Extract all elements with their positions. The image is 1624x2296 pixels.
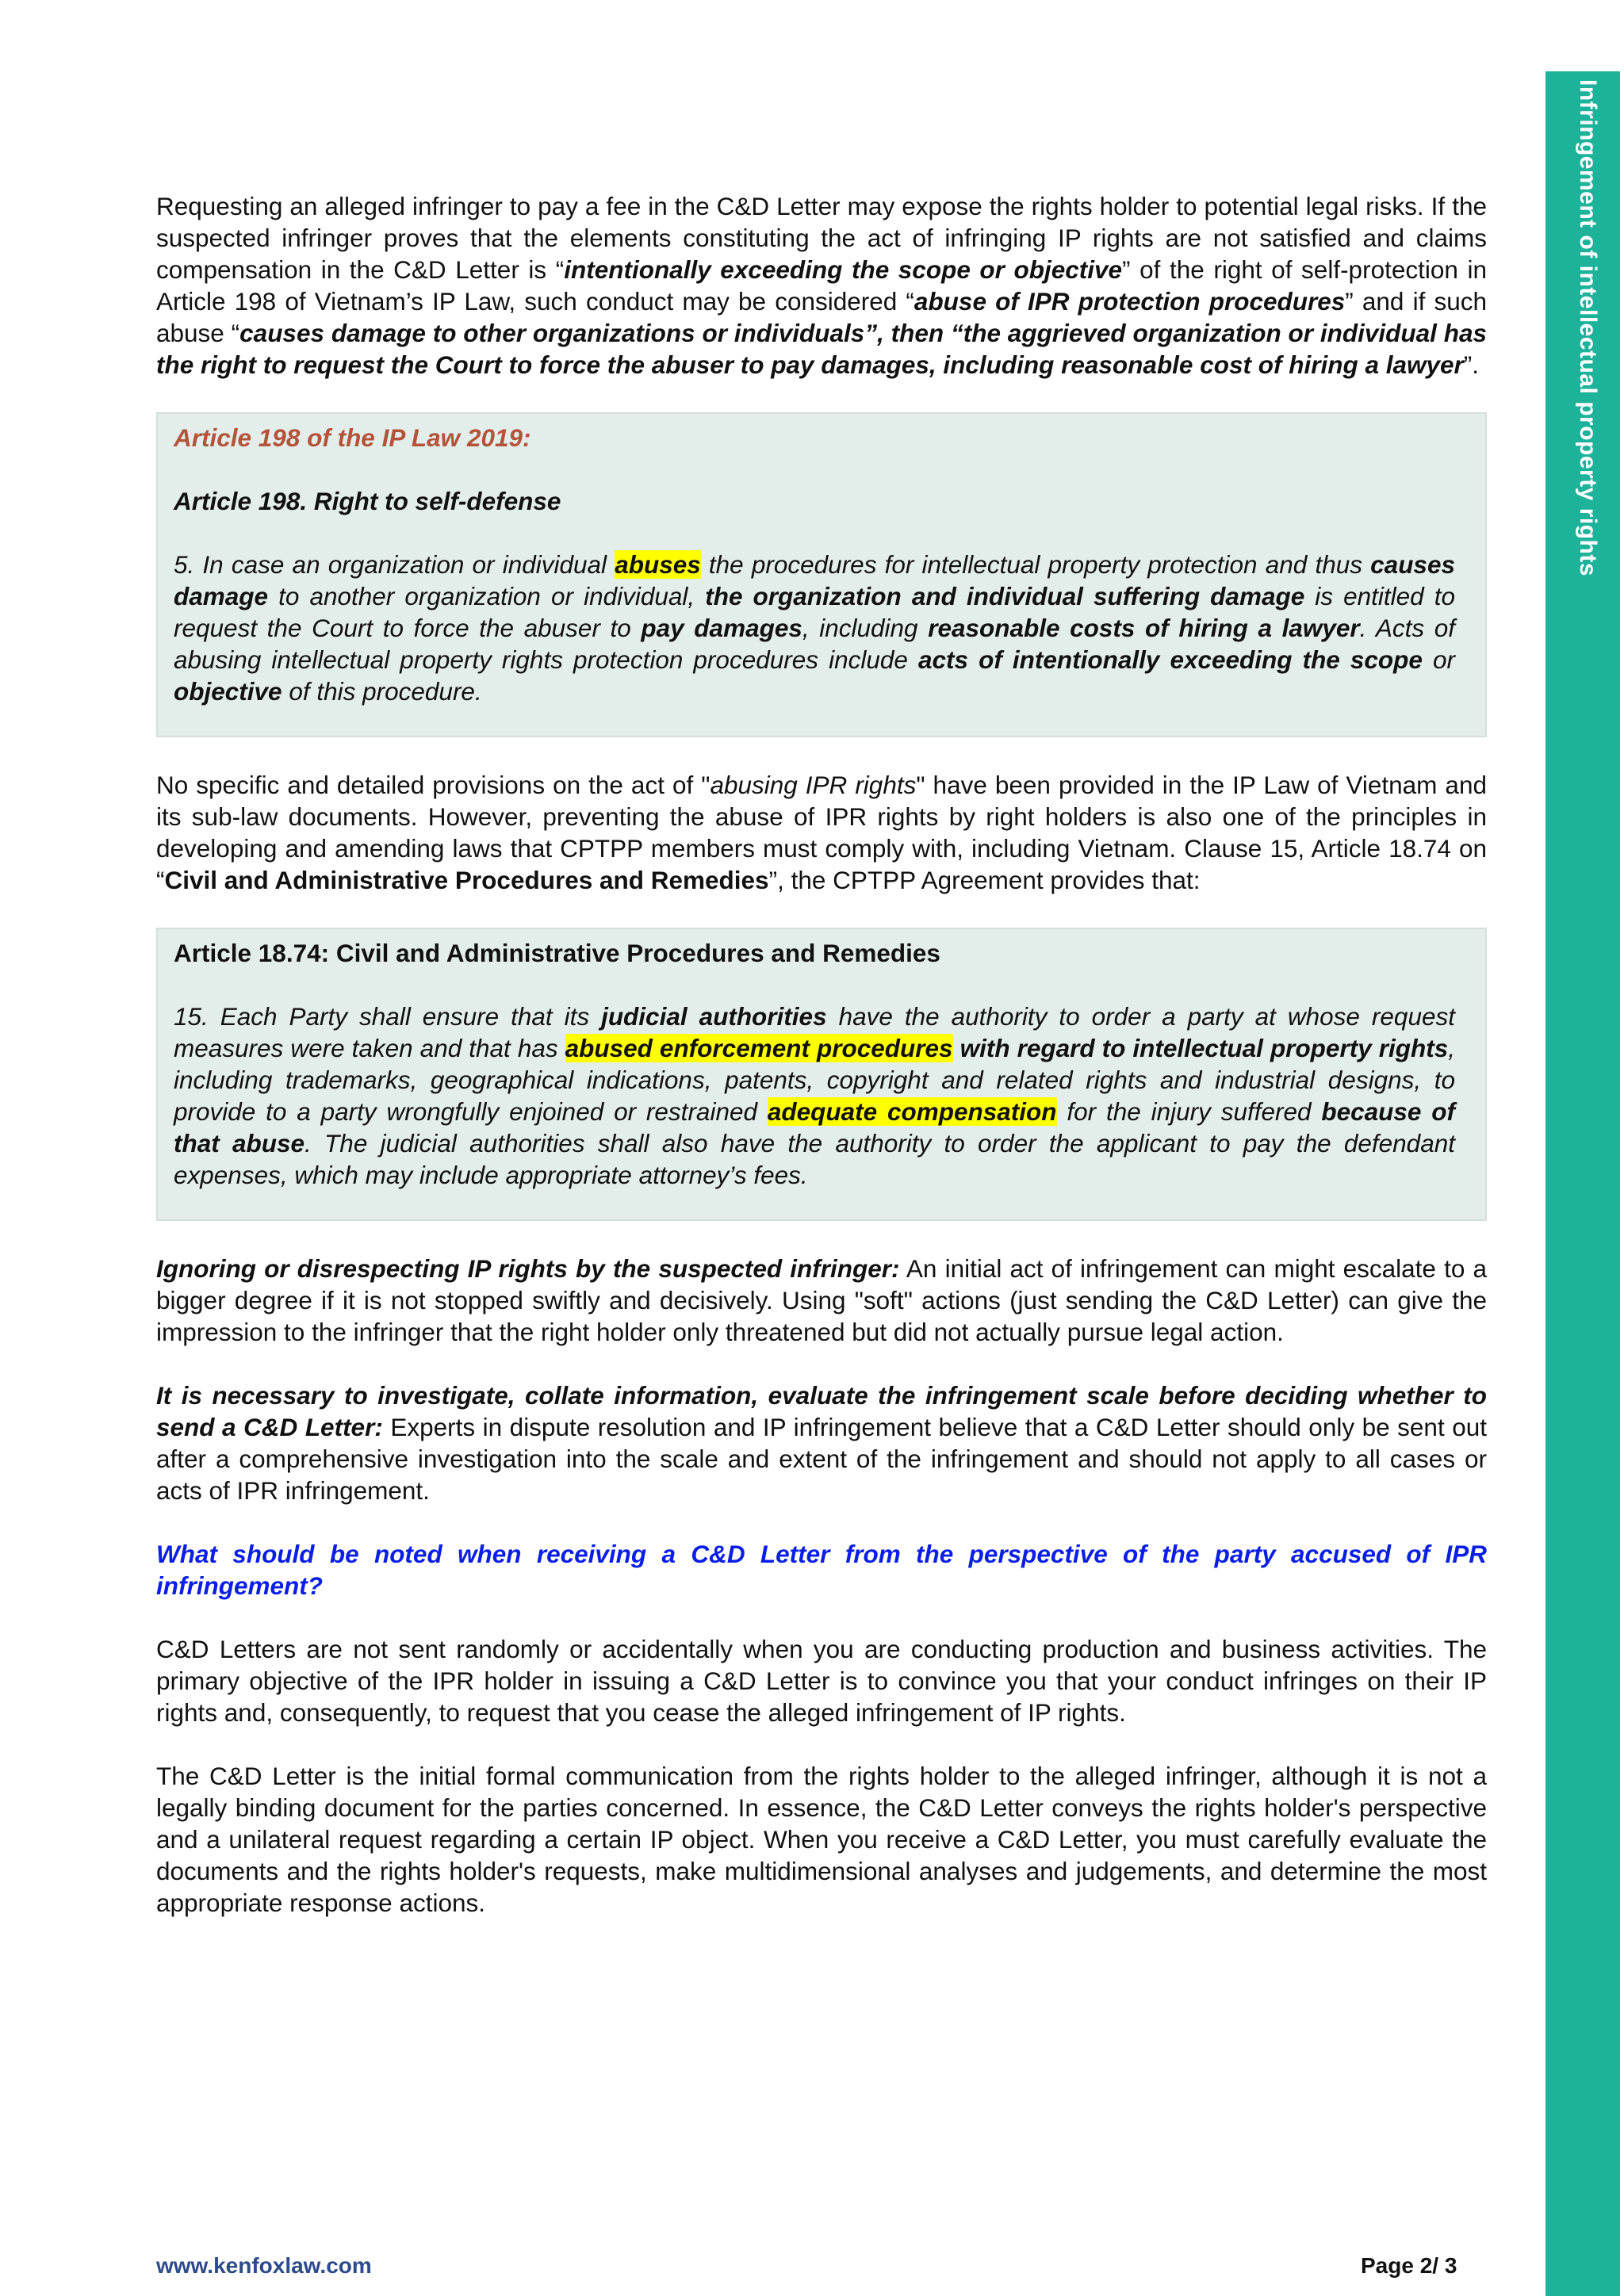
paragraph-investigate: It is necessary to investigate, collate information, evaluate the infringement scale before deciding whether to send a C&D Letter: Experts in dispute resolution and IP infringement believe that a C&D Letter should only be sent out after a comprehensive investigation into the scale and extent of the infringement and should not apply to all cases or acts of IPR infringement. — [156, 1381, 1487, 1505]
quote-text: 5. In case an organization or individual abuses the procedures for intellectual property protection and thus causes damage to another organization or individual, the organization and individual suffering damage is entitled to request the Court to force the abuser to pay damages, including reasonable costs of hiring a lawyer. Acts of abusing intellectual property rights protection procedures include acts of intentionally exceeding the scope or objective of this procedure. — [174, 550, 1456, 706]
highlight-adequate-compensation: adequate compensation — [767, 1097, 1057, 1126]
footer-website-link[interactable]: www.kenfoxlaw.com — [156, 2253, 372, 2278]
quote-box-article-198 — [156, 412, 1487, 737]
highlight-abused-enforcement: abused enforcement procedures — [565, 1034, 953, 1062]
quote-heading: Article 198. Right to self-defense — [174, 487, 561, 515]
paragraph-self-protection-risk: Requesting an alleged infringer to pay a fee in the C&D Letter may expose the rights holder to potential legal risks. If the suspected infringer proves that the elements constituting the act of infringing IP rights are not satisfied and claims compensation in the C&D Letter is “intentionally exceeding the scope or objective” of the right of self-protection in Article 198 of Vietnam’s IP Law, such conduct may be considered “abuse of IPR protection procedures” and if such abuse “causes damage to other organizations or individuals”, then “the aggrieved organization or individual has the right to request the Court to force the abuser to pay damages, including reasonable cost of hiring a lawyer”. — [156, 192, 1488, 379]
section-heading: What should be noted when receiving a C&D Letter from the perspective of the party accused of IPR infringement? — [156, 1540, 1487, 1600]
paragraph-cd-purpose: C&D Letters are not sent randomly or accidentally when you are conducting production and business activities. The primary objective of the IPR holder in issuing a C&D Letter is to convince you that your conduct infringes on their IP rights and, consequently, to request that you cease the alleged infringement of IP rights. — [156, 1635, 1487, 1727]
paragraph-ignoring-rights: Ignoring or disrespecting IP rights by the suspected infringer: An initial act of infringement can might escalate to a bigger degree if it is not stopped swiftly and decisively. Using "soft" actions (just sending the C&D Letter) can give the impression to the infringer that the right holder only threatened but did not actually pursue legal action. — [156, 1254, 1487, 1346]
side-tab — [1545, 71, 1620, 2296]
document-body — [156, 190, 1487, 1919]
quote-heading: Article 18.74: Civil and Administrative Procedures and Remedies — [174, 939, 940, 967]
quote-text: 15. Each Party shall ensure that its judicial authorities have the authority to order a party at whose request measures were taken and that has abused enforcement procedures with regard to intellectual property rights, including trademarks, geographical indications, patents, copyright and related rights and industrial designs, to provide to a party wrongfully enjoined or restrained adequate compensation for the injury suffered because of that abuse. The judicial authorities shall also have the authority to order the applicant to pay the defendant expenses, which may include appropriate attorney’s fees. — [174, 1002, 1456, 1189]
paragraph-cptpp: No specific and detailed provisions on the act of "abusing IPR rights" have been provided in the IP Law of Vietnam and its sub-law documents. However, preventing the abuse of IPR rights by right holders is also one of the principles in developing and amending laws that CPTPP members must comply with, including Vietnam. Clause 15, Article 18.74 on “Civil and Administrative Procedures and Remedies”, the CPTPP Agreement provides that: — [156, 771, 1487, 894]
highlight-abuses: abuses — [615, 550, 701, 579]
paragraph-cd-evaluation: The C&D Letter is the initial formal communication from the rights holder to the alleged infringer, although it is not a legally binding document for the parties concerned. In essence, the C&D Letter conveys the rights holder's perspective and a unilateral request regarding a certain IP object. When you receive a C&D Letter, you must carefully evaluate the documents and the rights holder's requests, make multidimensional analyses and judgements, and determine the most appropriate response actions. — [156, 1762, 1487, 1917]
quote-box-article-18-74 — [156, 928, 1487, 1221]
side-tab-label: Infringement of intellectual property rights — [1575, 79, 1601, 577]
page-number: Page 2/ 3 — [1361, 2253, 1457, 2278]
quote-source: Article 198 of the IP Law 2019: — [174, 423, 531, 452]
